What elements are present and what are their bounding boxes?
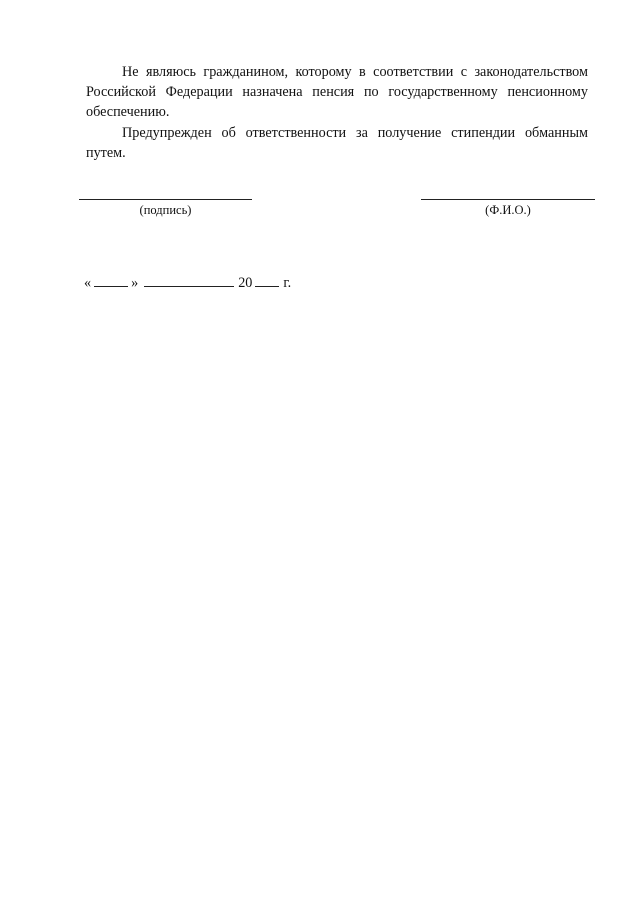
declaration-paragraph: Не являюсь гражданином, которому в соответствии с законодательством Российской Федерации назначена пенсия по государственному пенсионному обеспечению. [86, 64, 588, 120]
date-field [84, 272, 291, 292]
year-prefix: 20 [238, 275, 253, 291]
day-blank [94, 272, 128, 287]
date-open-quote: « [84, 275, 92, 291]
warning-paragraph: Предупрежден об ответственности за получение стипендии обманным путем. [86, 125, 588, 161]
fio-line [421, 199, 595, 200]
fio-caption: (Ф.И.О.) [485, 203, 531, 217]
signature-line [79, 199, 252, 200]
date-close-quote: » [131, 275, 139, 291]
year-suffix: г. [283, 275, 292, 291]
signature-caption: (подпись) [139, 203, 192, 217]
month-blank [144, 272, 234, 287]
year-blank [255, 272, 279, 287]
